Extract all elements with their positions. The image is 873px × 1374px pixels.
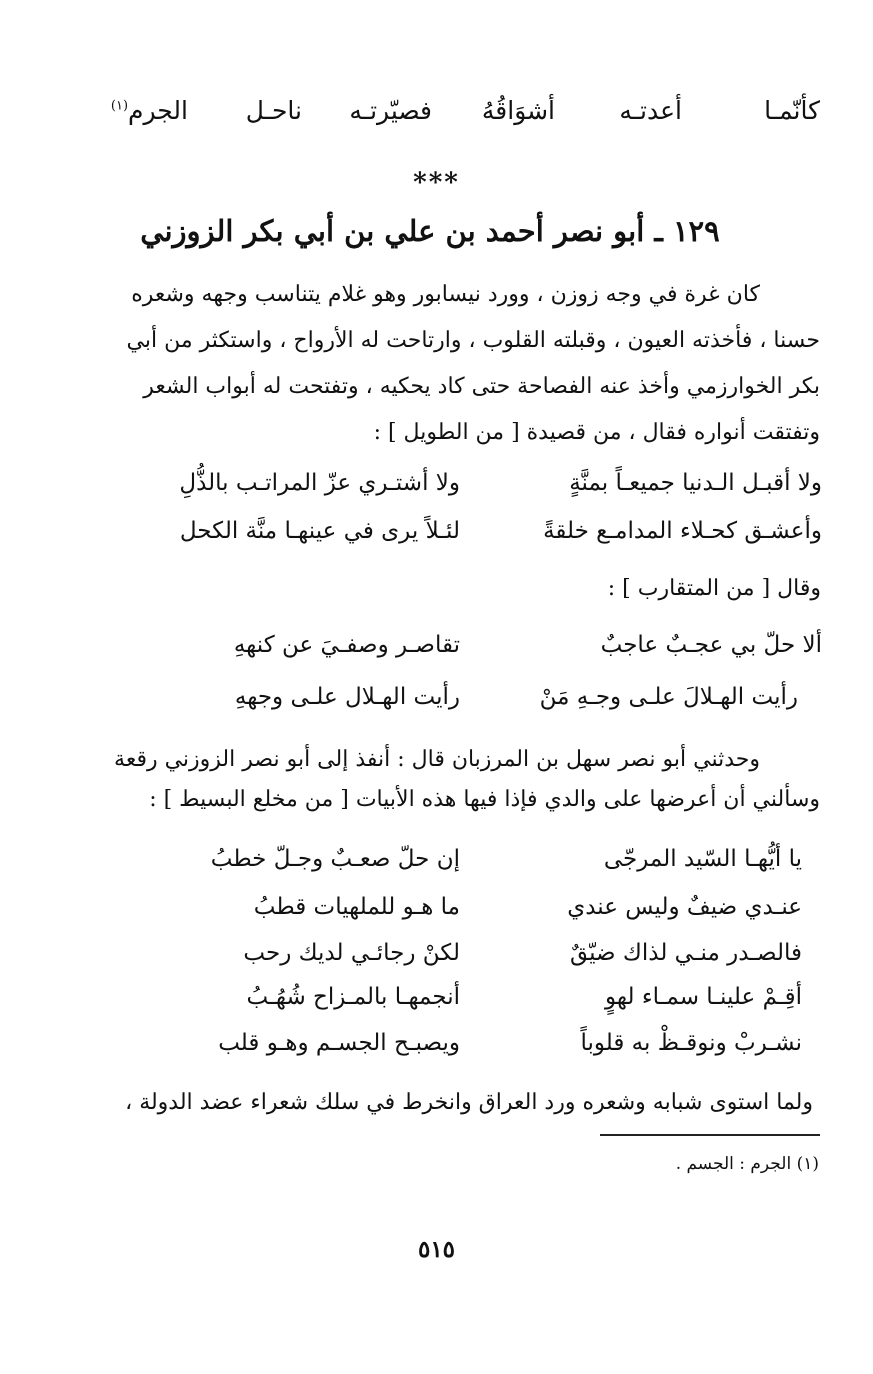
verse-first-hemistich: عنـدي ضيفٌ وليس عندي [567, 894, 802, 920]
verse-word: أشوَاقُهُ [481, 96, 555, 125]
poem-verse [120, 846, 822, 888]
paragraph-line: بكر الخوارزمي وأخذ عنه الفصاحة حتى كاد يحكيه ، وتفتحت له أبواب الشعر [143, 374, 820, 399]
paragraph-line: وتفتقت أنواره فقال ، من قصيدة [ من الطويل ] : [373, 420, 820, 445]
verse-second-hemistich: تقاصـر وصفـيَ عن كنههِ [233, 632, 460, 658]
closing-line: ولما استوى شبابه وشعره ورد العراق وانخرط في سلك شعراء عضد الدولة ، [125, 1090, 813, 1115]
narration-paragraph [116, 740, 820, 820]
verse-first-hemistich: أقِـمْ علينـا سمـاء لهوٍ [605, 984, 802, 1010]
page-number: ٥١٥ [417, 1236, 456, 1263]
verse-word: فصيّرتـه [349, 96, 432, 125]
poem-verse [120, 632, 822, 674]
poem-verse [120, 518, 822, 560]
verse-first-hemistich: نشـربْ ونوقـظْ به قلوباً [580, 1030, 802, 1056]
verse-word: أعدتـه [619, 96, 682, 125]
paragraph-line: وسألني أن أعرضها على والدي فإذا فيها هذه الأبيات [ من مخلع البسيط ] : [149, 787, 820, 812]
verse-second-hemistich: ويصبـح الجسـم وهـو قلب [218, 1030, 460, 1056]
verse-second-hemistich: ما هـو للملهيات قطبُ [253, 894, 460, 920]
verse-word-with-note [111, 96, 188, 125]
continuation-verse [110, 96, 820, 136]
verse-first-hemistich: ولا أقبـل الـدنيا جميعـاً بمنَّةٍ [569, 470, 822, 496]
meter-intro: وقال [ من المتقارب ] : [607, 576, 821, 601]
footnote-divider [600, 1134, 820, 1136]
verse-first-hemistich: رأيت الهـلالَ علـى وجـهِ مَنْ [539, 684, 798, 710]
poem-verse [120, 684, 822, 726]
paragraph-line: وحدثني أبو نصر سهل بن المرزبان قال : أنفذ إلى أبو نصر الزوزني رقعة [114, 747, 760, 772]
verse-second-hemistich: أنجمهـا بالمـزاح شُهُـبُ [246, 984, 460, 1010]
poem-verse [120, 1030, 822, 1072]
verse-second-hemistich: لئـلاً يرى في عينهـا منَّة الكحل [179, 518, 460, 544]
footnote: (١) الجرم : الجسم . [675, 1154, 819, 1174]
section-separator: *** [413, 168, 460, 198]
verse-second-hemistich: إن حلّ صعـبٌ وجـلّ خطبُ [210, 846, 460, 872]
biography-paragraph [116, 272, 820, 456]
poem-verse [120, 894, 822, 936]
entry-heading: ١٢٩ ـ أبو نصر أحمد بن علي بن أبي بكر الزوزني [140, 214, 720, 248]
verse-first-hemistich: فالصـدر منـي لذاك ضيّقٌ [569, 940, 802, 966]
paragraph-line: كان غرة في وجه زوزن ، وورد نيسابور وهو غلام يتناسب وجهه وشعره [131, 282, 760, 307]
poem-verse [120, 984, 822, 1026]
verse-second-hemistich: ولا أشتـري عزّ المراتـب بالذُّلِ [179, 470, 460, 496]
verse-first-hemistich: يا أيُّهـا السّيد المرجّى [603, 846, 802, 872]
verse-first-hemistich: ألا حلّ بي عجـبٌ عاجبٌ [600, 632, 822, 658]
verse-first-hemistich: وأعشـق كحـلاء المدامـع خلقةً [543, 518, 822, 544]
verse-word: كأنّمـا [764, 96, 820, 125]
verse-word: الجرم [128, 96, 188, 125]
poem-verse [120, 470, 822, 512]
paragraph-line: حسنا ، فأخذته العيون ، وقبلته القلوب ، وارتاحت له الأرواح ، واستكثر من أبي [126, 328, 820, 353]
verse-second-hemistich: رأيت الهـلال علـى وجههِ [234, 684, 460, 710]
verse-second-hemistich: لكنْ رجائـي لديك رحب [243, 940, 460, 966]
verse-word: ناحـل [245, 96, 302, 125]
poem-verse [120, 940, 822, 982]
footnote-reference: (١) [110, 98, 129, 114]
